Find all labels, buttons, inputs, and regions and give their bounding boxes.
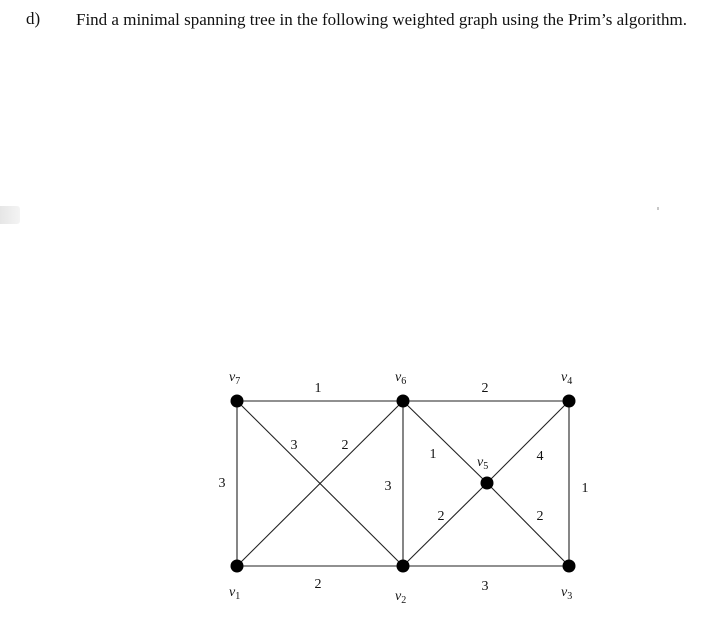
vertex-label-letter: v bbox=[561, 370, 568, 385]
edge-weight-v6-v2: 3 bbox=[384, 479, 392, 494]
vertex-v6 bbox=[397, 395, 410, 408]
vertex-label-subscript: 4 bbox=[567, 376, 573, 387]
vertex-label-subscript: 2 bbox=[401, 595, 407, 606]
vertex-label-letter: v bbox=[229, 585, 236, 600]
vertex-label-letter: v bbox=[477, 455, 484, 470]
edge-weight-v6-v4: 2 bbox=[481, 381, 489, 396]
vertex-label-v2 bbox=[395, 589, 406, 606]
vertex-v3 bbox=[563, 560, 576, 573]
vertex-label-v7 bbox=[229, 370, 240, 387]
edge-v5-v3 bbox=[487, 483, 569, 566]
edge-weight-v7-v6: 1 bbox=[314, 381, 322, 396]
edge-weight-v2-v3: 3 bbox=[481, 579, 489, 594]
vertex-v7 bbox=[231, 395, 244, 408]
vertex-label-subscript: 1 bbox=[235, 591, 241, 602]
vertex-label-v3 bbox=[561, 585, 572, 602]
vertex-label-subscript: 5 bbox=[483, 461, 489, 472]
edge-v2-v5 bbox=[403, 483, 487, 566]
vertex-label-subscript: 6 bbox=[401, 376, 407, 387]
edge-weight-v1-v6: 2 bbox=[341, 438, 349, 453]
vertex-label-v1 bbox=[229, 585, 240, 602]
vertex-label-subscript: 3 bbox=[567, 591, 573, 602]
vertex-label-subscript: 7 bbox=[235, 376, 241, 387]
vertex-v1 bbox=[231, 560, 244, 573]
vertex-label-v5 bbox=[477, 455, 488, 472]
edge-weight-v1-v2: 2 bbox=[314, 577, 322, 592]
edge-weight-v6-v5: 1 bbox=[429, 447, 437, 462]
edge-weight-v7-v1: 3 bbox=[218, 476, 226, 491]
vertex-label-letter: v bbox=[395, 589, 402, 604]
vertex-label-letter: v bbox=[229, 370, 236, 385]
vertex-label-letter: v bbox=[395, 370, 402, 385]
edge-weight-v7-v2: 3 bbox=[290, 438, 298, 453]
edge-v6-v5 bbox=[403, 401, 487, 483]
edge-v5-v4 bbox=[487, 401, 569, 483]
vertex-v5 bbox=[481, 477, 494, 490]
question-label: d) bbox=[26, 9, 41, 28]
edge-weight-v5-v3: 2 bbox=[536, 509, 544, 524]
question-text: Find a minimal spanning tree in the following weighted graph using the Prim’s algorithm. bbox=[76, 10, 687, 29]
vertex-label-letter: v bbox=[561, 585, 568, 600]
vertex-v4 bbox=[563, 395, 576, 408]
vertex-label-v6 bbox=[395, 370, 406, 387]
edge-weight-v2-v5: 2 bbox=[437, 509, 445, 524]
edge-weight-v4-v3: 1 bbox=[581, 481, 589, 496]
edge-weight-v5-v4: 4 bbox=[536, 449, 544, 464]
vertex-v2 bbox=[397, 560, 410, 573]
vertex-label-v4 bbox=[561, 370, 572, 387]
